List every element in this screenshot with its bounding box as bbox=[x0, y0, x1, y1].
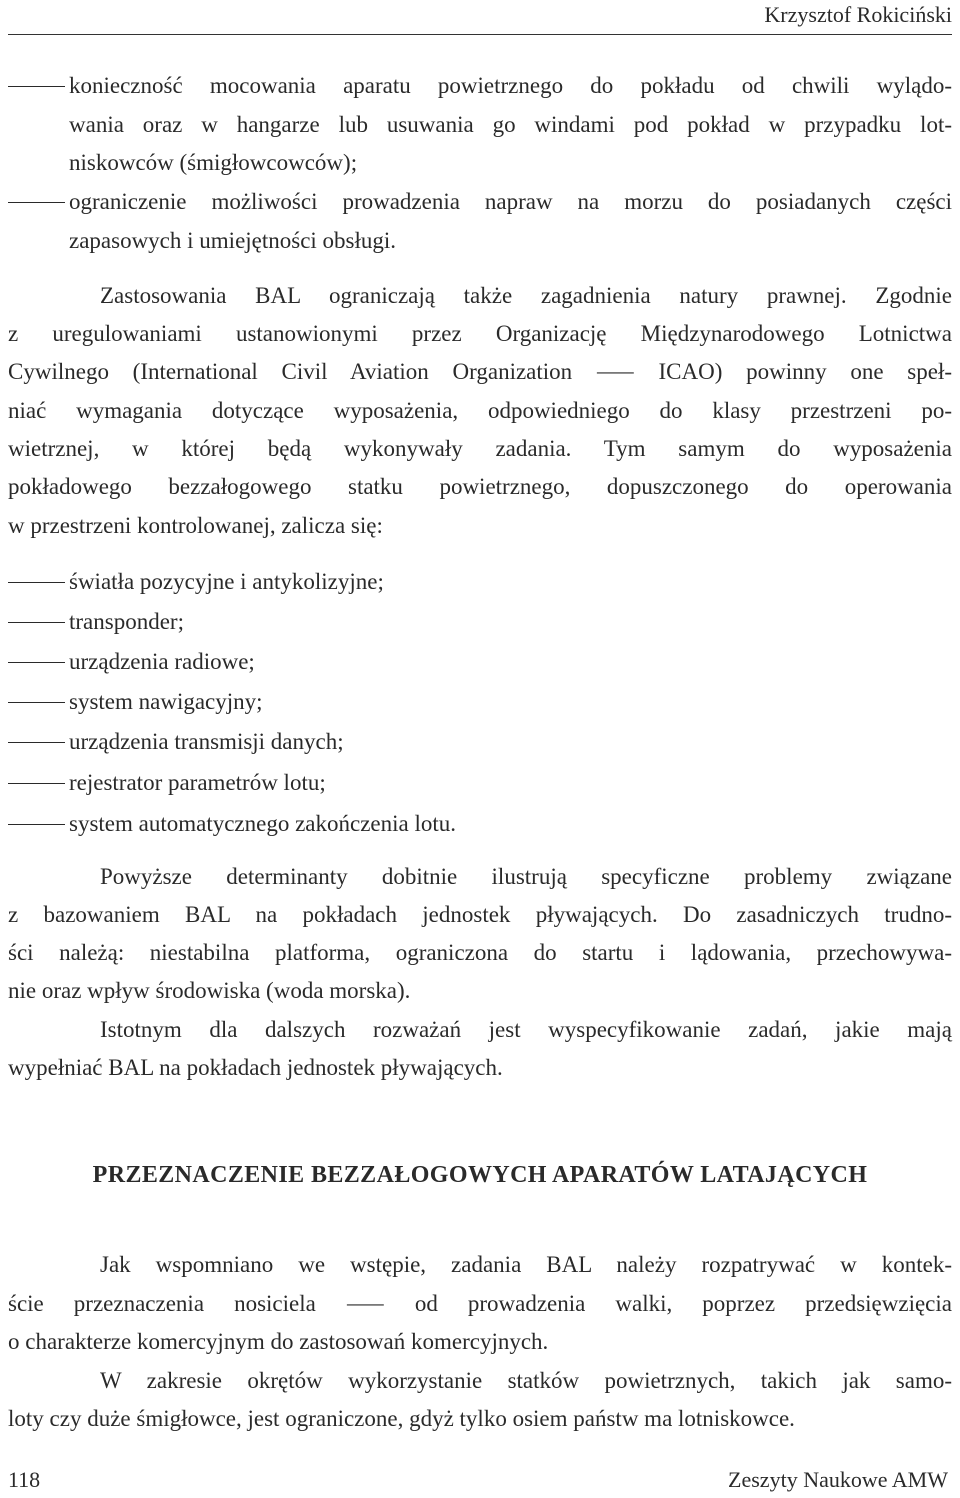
list-item-text: urządzenia transmisji danych; bbox=[69, 729, 344, 754]
paragraph-line: niać wymagania dotyczące wyposażenia, odpowiedniego do klasy przestrzeni po- bbox=[8, 398, 952, 423]
paragraph-line: wietrznej, w której będą wykonywały zadania. Tym samym do wyposażenia bbox=[8, 436, 952, 461]
journal-name: Zeszyty Naukowe AMW bbox=[728, 1467, 948, 1492]
running-header-author: Krzysztof Rokiciński bbox=[764, 2, 952, 27]
paragraph-line: Jak wspomniano we wstępie, zadania BAL należy rozpatrywać w kontek- bbox=[100, 1252, 952, 1277]
dash-bullet bbox=[8, 824, 65, 825]
list-item-text: światła pozycyjne i antykolizyjne; bbox=[69, 569, 384, 594]
dash-bullet bbox=[8, 702, 65, 703]
paragraph-line: z uregulowaniami ustanowionymi przez Organizację Międzynarodowego Lotnictwa bbox=[8, 321, 952, 346]
paragraph-line: W zakresie okrętów wykorzystanie statków powietrznych, takich jak samo- bbox=[100, 1368, 952, 1393]
paragraph-line: nie oraz wpływ środowiska (woda morska). bbox=[8, 978, 411, 1003]
paragraph-line: Powyższe determinanty dobitnie ilustrują specyficzne problemy związane bbox=[100, 864, 952, 889]
paragraph-line: pokładowego bezzałogowego statku powietrznego, dopuszczonego do operowania bbox=[8, 474, 952, 499]
paragraph-line: ście przeznaczenia nosiciela ⸺ od prowadzenia walki, poprzez przedsięwzięcia bbox=[8, 1291, 952, 1316]
paragraph-line: wypełniać BAL na pokładach jednostek pływających. bbox=[8, 1055, 503, 1080]
dash-bullet bbox=[8, 783, 65, 784]
dash-bullet bbox=[8, 662, 65, 663]
section-heading: PRZEZNACZENIE BEZZAŁOGOWYCH APARATÓW LATAJĄCYCH bbox=[92, 1162, 868, 1188]
dash-bullet bbox=[8, 582, 65, 583]
dash-bullet bbox=[8, 86, 65, 87]
list-item-line: ograniczenie możliwości prowadzenia napraw na morzu do posiadanych części bbox=[69, 189, 952, 214]
paragraph-line: Zastosowania BAL ograniczają także zagadnienia natury prawnej. Zgodnie bbox=[100, 283, 952, 308]
list-item-line: zapasowych i umiejętności obsługi. bbox=[69, 227, 397, 253]
list-item-text: rejestrator parametrów lotu; bbox=[69, 770, 326, 795]
list-item-line: konieczność mocowania aparatu powietrznego do pokładu od chwili wylądo- bbox=[69, 73, 952, 98]
list-item-line: niskowców (śmigłowcowców); bbox=[69, 150, 358, 175]
header-rule bbox=[8, 34, 952, 35]
paragraph-line: w przestrzeni kontrolowanej, zalicza się: bbox=[8, 513, 383, 538]
dash-bullet bbox=[8, 742, 65, 743]
paragraph-line: Cywilnego (International Civil Aviation Organization ⸺ ICAO) powinny one speł- bbox=[8, 359, 952, 384]
paragraph-line: z bazowaniem BAL na pokładach jednostek pływających. Do zasadniczych trudno- bbox=[8, 902, 952, 927]
paragraph-line: Istotnym dla dalszych rozważań jest wyspecyfikowanie zadań, jakie mają bbox=[100, 1017, 952, 1042]
paragraph-line: ści należą: niestabilna platforma, ograniczona do startu i lądowania, przechowywa- bbox=[8, 940, 952, 965]
list-item-line: wania oraz w hangarze lub usuwania go windami pod pokład w przypadku lot- bbox=[69, 111, 952, 137]
list-item-text: transponder; bbox=[69, 609, 184, 634]
paragraph-line: loty czy duże śmigłowce, jest ograniczone, gdyż tylko osiem państw ma lotniskowce. bbox=[8, 1406, 795, 1431]
list-item-text: system automatycznego zakończenia lotu. bbox=[69, 811, 457, 836]
paragraph-line: o charakterze komercyjnym do zastosowań komercyjnych. bbox=[8, 1329, 549, 1354]
list-item-text: system nawigacyjny; bbox=[69, 689, 263, 714]
dash-bullet bbox=[8, 622, 65, 623]
list-item-text: urządzenia radiowe; bbox=[69, 649, 255, 674]
dash-bullet bbox=[8, 202, 65, 203]
page-number: 118 bbox=[8, 1467, 41, 1492]
